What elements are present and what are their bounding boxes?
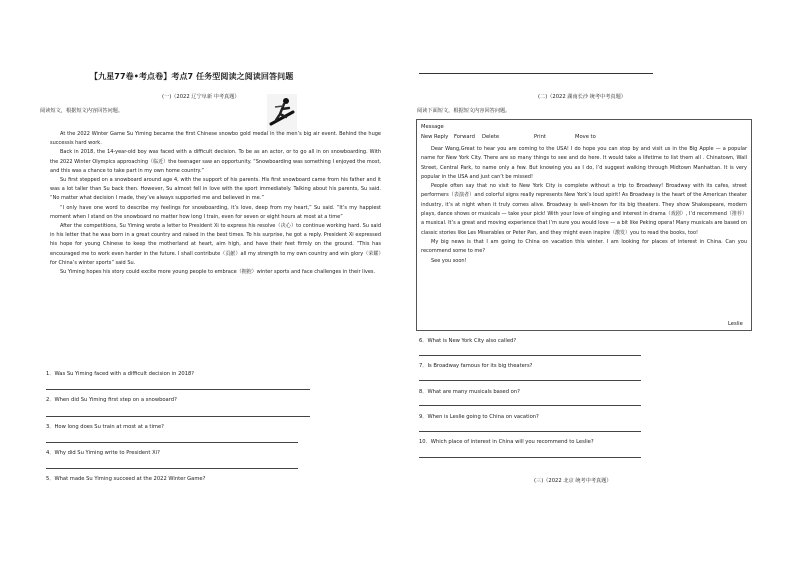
toolbar-move-to[interactable]: Move to	[575, 134, 596, 140]
question-7: 7．Is Broadway famous for its big theaters?	[419, 363, 533, 369]
question-8: 8．What are many musicals based on?	[419, 389, 520, 395]
toolbar-forward[interactable]: Forward	[454, 134, 475, 140]
question-1: 1．Was Su Yiming faced with a difficult decision in 2018?	[46, 371, 195, 377]
passage-1-paragraph: Su first stepped on a snowboard around age 4, with the support of his parents. His first snowboard came from his father and it was a lot taller than Su back then. However, Su almost fell in love with the sport immediately. Talking about his parents, Su said. “No matter what decision I made, they’ve always supported me and believed in me.”	[50, 177, 381, 202]
section-3-source: (三)（2022 北京 统考中考真题）	[534, 478, 612, 484]
answer-line-8[interactable]	[419, 405, 641, 406]
section-1-instruction: 阅读短文，根据短文内容回答问题。	[40, 108, 124, 114]
message-signature: Leslie	[728, 321, 743, 327]
message-body	[421, 145, 747, 266]
question-10: 10．Which place of interest in China will you recommend to Leslie?	[419, 439, 594, 445]
message-paragraph: See you soon!	[431, 257, 467, 264]
header-rule	[419, 73, 653, 74]
toolbar-print[interactable]: Print	[534, 134, 546, 140]
message-paragraph: People often say that no visit to New York City is complete without a trip to Broadway! Broadway with its cafes, street performers（表演者）and colorful signs really represents New York’s loud spirit! As Broadway is the heart of the American theater industry, it’s at night when it truly comes alive. Broadway is well-known for its big theaters. They show Shakespeare, modern plays, dance shows or musicals — take your pick! With your love of singing and interest in drama（戏剧）, I’d recommend（推荐）a musical. It’s a great and moving experience that I’m sure you would love — a bit like Peking opera! Many musicals are based on classic stories like Les Miserables or Peter Pan, and they might even inspire（激发）you to read the books, too!	[421, 183, 748, 236]
page-title: 【九星77卷•考点卷】考点7 任务型阅读之阅读回答问题	[90, 72, 294, 81]
answer-line-9[interactable]	[419, 431, 641, 432]
passage-1-paragraph: After the competitions, Su Yiming wrote a letter to President Xi to express his resolve（决心）to continue working hard. Su said in his letter that he was born in a great country and raised in the best times. To his surprise, he got a reply. President Xi expressed his hope for young Chinese to keep the motherland at heart, aim high, and have their feet firmly on the ground. “This has encouraged me to work even harder in the future. I shall contribute（贡献）all my strength to my own country and win glory（荣耀）for China’s winter sports” said Su.	[50, 223, 381, 266]
question-4: 4．Why did Su Yiming write to President Xi?	[46, 450, 160, 456]
question-2: 2．When did Su Yiming first step on a snowboard?	[46, 397, 177, 403]
answer-line-6[interactable]	[419, 355, 641, 356]
question-9: 9．When is Leslie going to China on vacation?	[419, 414, 539, 420]
snowboarder-image	[267, 94, 297, 132]
passage-1-paragraph: Su Yiming hopes his story could excite more young people to embrace（拥抱）winter sports and face challenges in their lives.	[60, 269, 376, 276]
question-6: 6．What is New York City also called?	[419, 338, 517, 344]
passage-1	[50, 130, 381, 277]
answer-line-4[interactable]	[46, 468, 298, 469]
answer-line-10[interactable]	[419, 457, 641, 458]
passage-1-paragraph: At the 2022 Winter Game Su Yiming became the first Chinese snowbo gold medal in the men’s big air event. Behind the huge successis hard work.	[50, 131, 381, 147]
message-paragraph: My big news is that I am going to China on vacation this winter. I am looking for places of interest in China. Can you recommend some to me?	[421, 238, 747, 255]
question-3: 3．How long does Su train at most at a time?	[46, 424, 164, 430]
section-1-source: (一)（2022 辽宁阜新 中考真题）	[162, 94, 240, 100]
toolbar-delete[interactable]: Delete	[482, 134, 500, 140]
message-label: Message	[421, 124, 444, 130]
section-2-instruction: 阅读下面短文，根据短文内容回答问题。	[417, 108, 511, 114]
answer-line-2[interactable]	[46, 416, 310, 417]
toolbar-reply[interactable]: Reply	[434, 134, 449, 140]
answer-line-1[interactable]	[46, 389, 310, 390]
answer-line-7[interactable]	[419, 380, 641, 381]
message-paragraph: Dear Wang,Great to hear you are coming to the USA! I do hope you can stop by and visit us in the Big Apple — a popular name for New York City. There are so many things to see and do here. It would take a lifetime to list them all . Chinatown, Wall Street, Central Park, to name only a few. But knowing you as I do, I’d suggest walking through Midtown Manhattan. It is very popular in the USA and just can’t be missed!	[421, 146, 747, 180]
passage-1-paragraph: “I only have one word to describe my feelings for snowboarding, it’s love, deep from my heart,” Su said. “It’s my happiest moment when I stand on the snowboard no matter how long I train, even for seven or eight hours at most at a time”	[50, 204, 381, 220]
question-5: 5．What made Su Yiming succeed at the 2022 Winter Game?	[46, 476, 206, 482]
passage-1-paragraph: Back in 2018, the 14-year-old boy was faced with a difficult decision. To be as an actor, or to go all in on snowboarding. With the 2022 Winter Olympics approaching（临近）the teenager saw an opportunity. “Snowboarding was something I enjoyed the most, and this was a chance to take part in my own home country.”	[50, 149, 381, 174]
section-2-source: (二)（2022 湖南长沙 统考中考真题）	[538, 94, 626, 100]
answer-line-3[interactable]	[46, 442, 298, 443]
toolbar-new[interactable]: New	[421, 134, 433, 140]
